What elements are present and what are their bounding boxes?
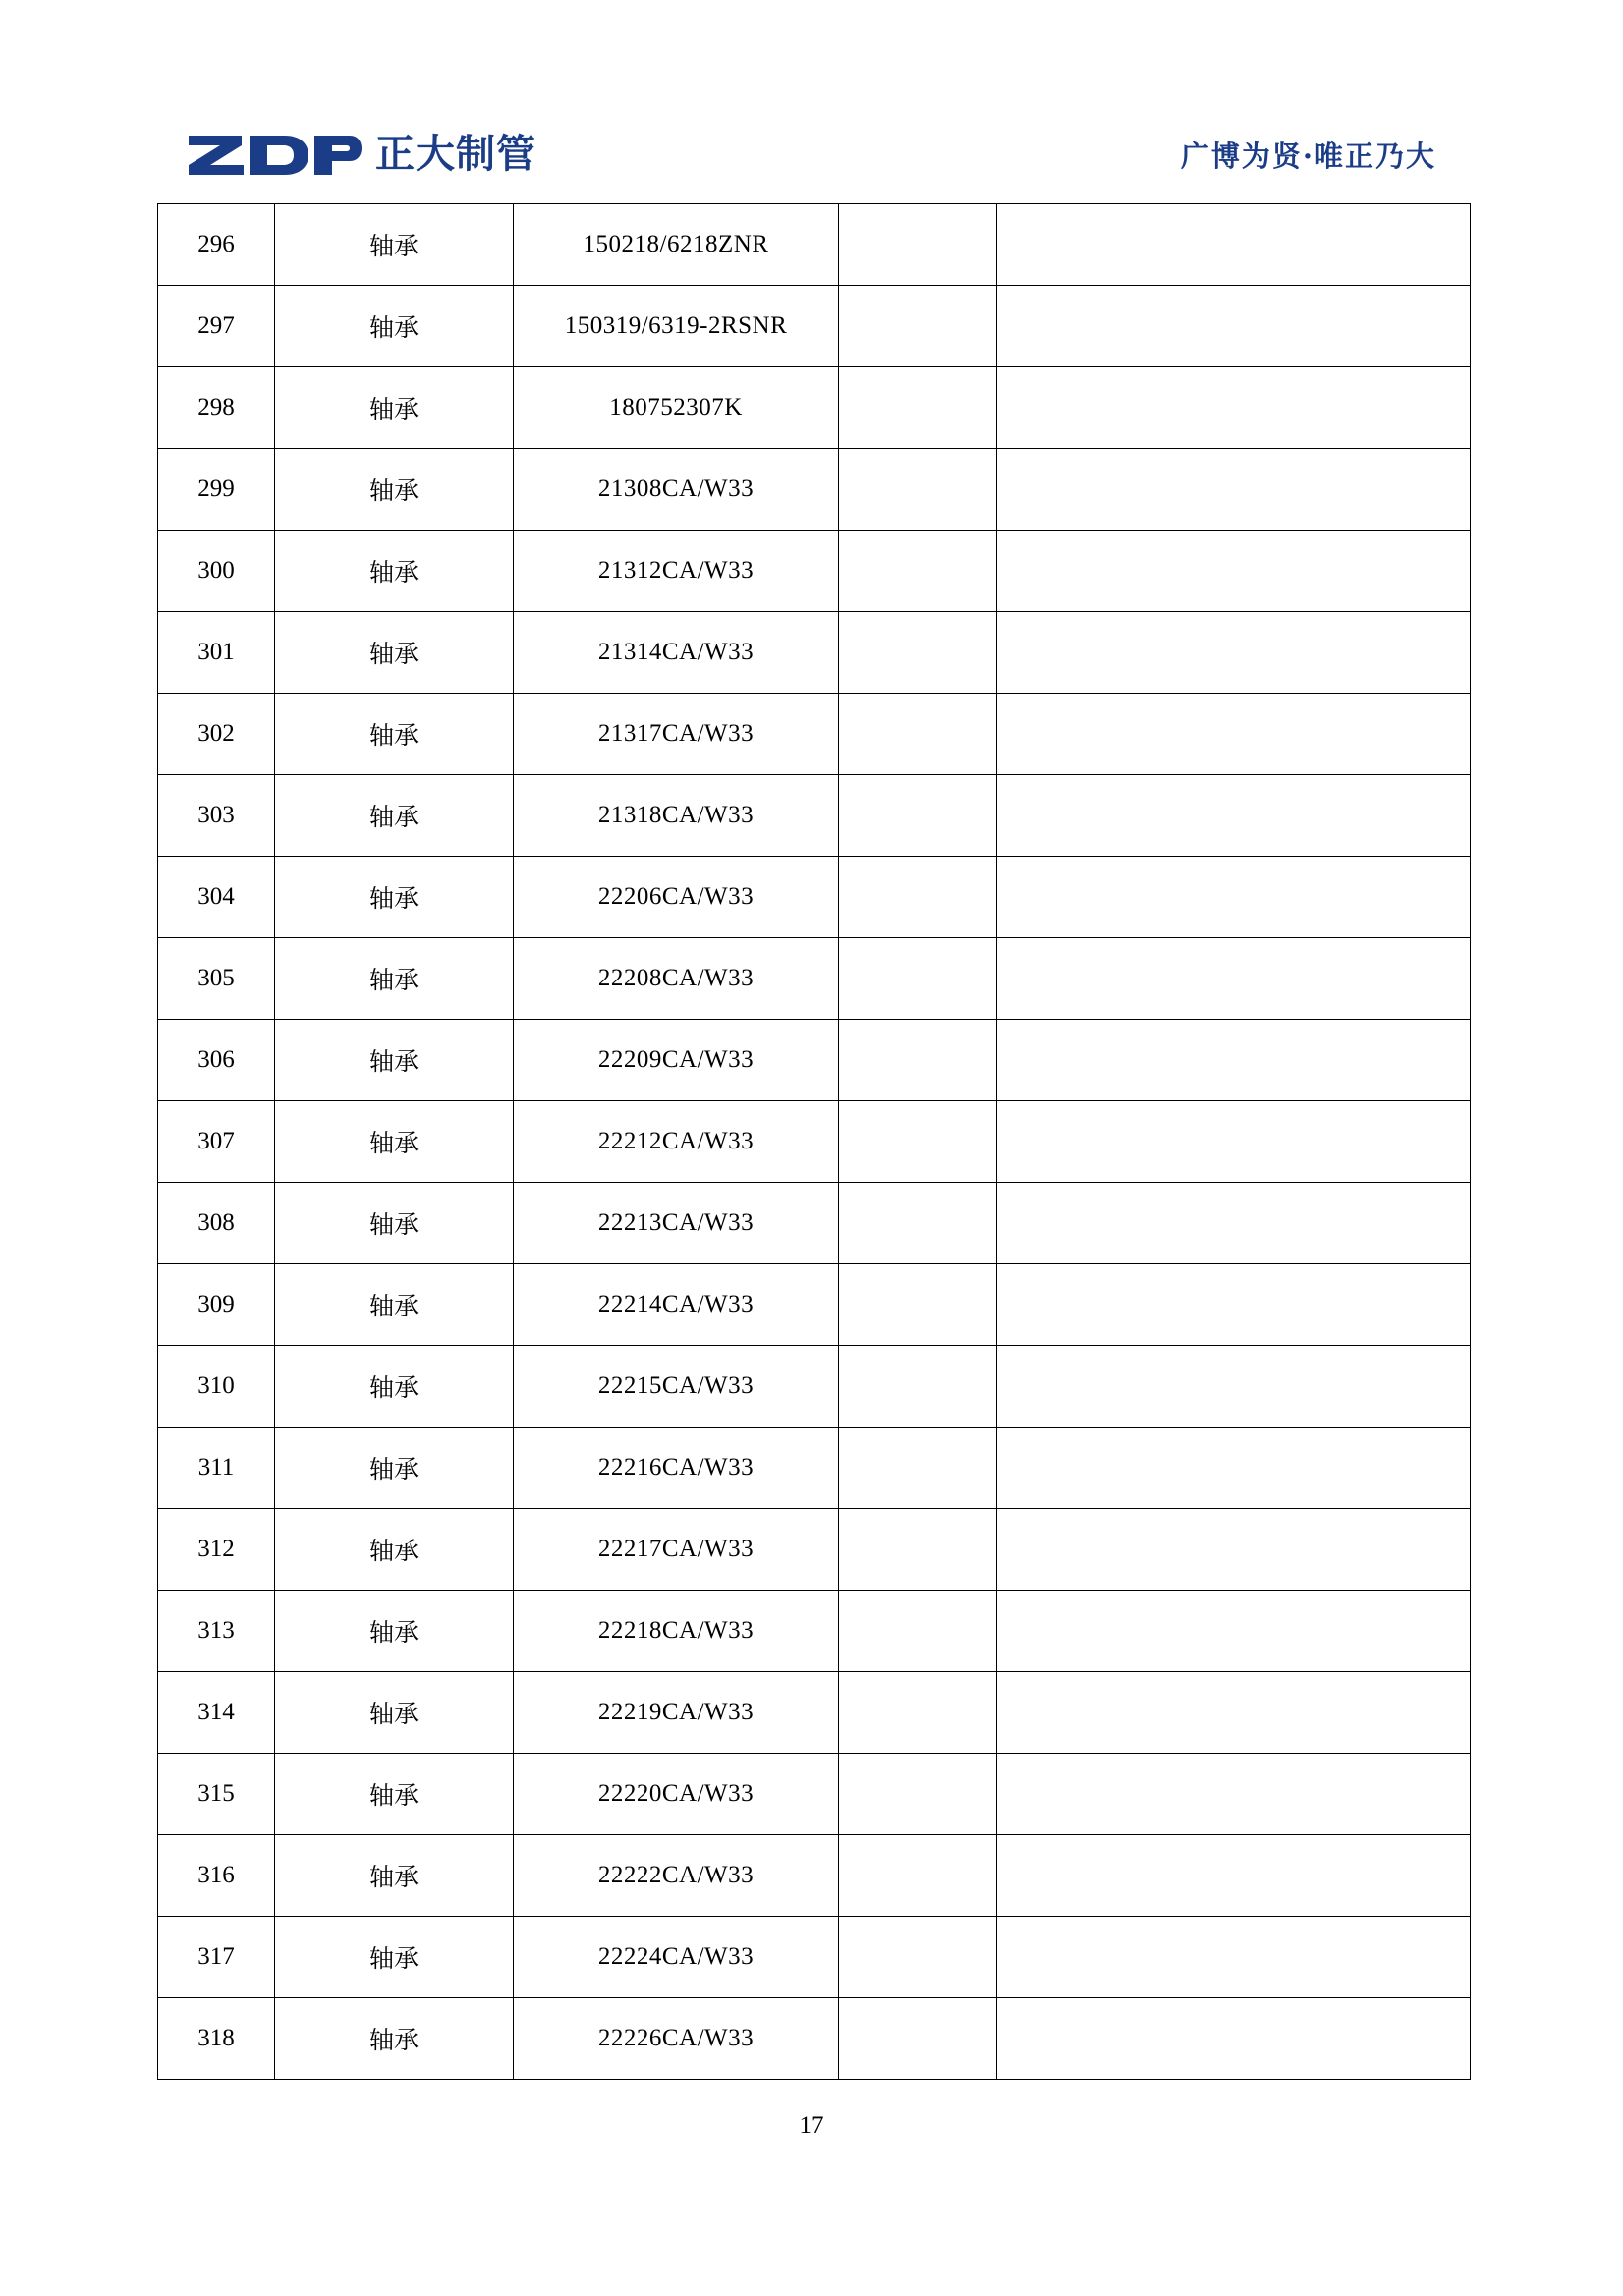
cell-blank-3 [1147, 286, 1471, 367]
cell-index: 303 [158, 775, 275, 857]
cell-index: 301 [158, 612, 275, 694]
cell-name: 轴承 [275, 1346, 514, 1428]
items-table-container [157, 203, 1464, 2080]
cell-model: 22226CA/W33 [514, 1998, 839, 2080]
cell-name: 轴承 [275, 1509, 514, 1591]
cell-model: 22216CA/W33 [514, 1428, 839, 1509]
cell-model: 150218/6218ZNR [514, 204, 839, 286]
cell-blank-2 [997, 449, 1147, 531]
cell-index: 306 [158, 1020, 275, 1101]
cell-blank-1 [839, 1917, 997, 1998]
cell-index: 298 [158, 367, 275, 449]
cell-blank-3 [1147, 1754, 1471, 1835]
table-row [158, 531, 1471, 612]
cell-name: 轴承 [275, 1591, 514, 1672]
cell-index: 310 [158, 1346, 275, 1428]
cell-blank-1 [839, 612, 997, 694]
cell-name: 轴承 [275, 286, 514, 367]
cell-model: 21308CA/W33 [514, 449, 839, 531]
cell-blank-2 [997, 775, 1147, 857]
cell-blank-3 [1147, 938, 1471, 1020]
table-row [158, 1509, 1471, 1591]
cell-name: 轴承 [275, 1672, 514, 1754]
table-row [158, 204, 1471, 286]
table-row [158, 1020, 1471, 1101]
cell-blank-2 [997, 1998, 1147, 2080]
page-footer [0, 2112, 1623, 2140]
cell-index: 309 [158, 1264, 275, 1346]
cell-blank-1 [839, 1591, 997, 1672]
cell-index: 304 [158, 857, 275, 938]
cell-index: 302 [158, 694, 275, 775]
table-row [158, 857, 1471, 938]
cell-blank-3 [1147, 1835, 1471, 1917]
cell-blank-1 [839, 1346, 997, 1428]
cell-model: 22206CA/W33 [514, 857, 839, 938]
cell-blank-1 [839, 1020, 997, 1101]
table-row [158, 1998, 1471, 2080]
cell-blank-3 [1147, 1101, 1471, 1183]
cell-blank-3 [1147, 857, 1471, 938]
table-row [158, 286, 1471, 367]
cell-blank-2 [997, 286, 1147, 367]
cell-name: 轴承 [275, 204, 514, 286]
cell-index: 308 [158, 1183, 275, 1264]
cell-blank-2 [997, 1428, 1147, 1509]
cell-name: 轴承 [275, 1020, 514, 1101]
cell-blank-3 [1147, 531, 1471, 612]
cell-name: 轴承 [275, 1264, 514, 1346]
table-row [158, 367, 1471, 449]
page-number: 17 [799, 2112, 824, 2139]
cell-blank-1 [839, 449, 997, 531]
cell-model: 22219CA/W33 [514, 1672, 839, 1754]
cell-model: 22217CA/W33 [514, 1509, 839, 1591]
cell-blank-3 [1147, 1020, 1471, 1101]
cell-blank-1 [839, 1264, 997, 1346]
cell-blank-1 [839, 367, 997, 449]
table-row [158, 1754, 1471, 1835]
cell-blank-3 [1147, 367, 1471, 449]
cell-blank-1 [839, 1754, 997, 1835]
cell-blank-3 [1147, 1917, 1471, 1998]
cell-name: 轴承 [275, 694, 514, 775]
cell-index: 305 [158, 938, 275, 1020]
table-row [158, 1264, 1471, 1346]
cell-model: 22214CA/W33 [514, 1264, 839, 1346]
cell-blank-2 [997, 612, 1147, 694]
company-slogan: 广博为贤·唯正乃大 [1180, 139, 1436, 173]
cell-name: 轴承 [275, 449, 514, 531]
cell-model: 22213CA/W33 [514, 1183, 839, 1264]
table-row [158, 1591, 1471, 1672]
cell-index: 300 [158, 531, 275, 612]
cell-blank-2 [997, 1591, 1147, 1672]
page-header [187, 120, 1436, 189]
cell-index: 297 [158, 286, 275, 367]
cell-blank-2 [997, 1183, 1147, 1264]
cell-index: 311 [158, 1428, 275, 1509]
cell-blank-3 [1147, 1672, 1471, 1754]
cell-blank-2 [997, 531, 1147, 612]
table-row [158, 1428, 1471, 1509]
company-name-cn: 正大制管 [375, 132, 536, 177]
cell-blank-2 [997, 1101, 1147, 1183]
cell-blank-2 [997, 694, 1147, 775]
cell-index: 318 [158, 1998, 275, 2080]
cell-index: 315 [158, 1754, 275, 1835]
cell-model: 21317CA/W33 [514, 694, 839, 775]
cell-name: 轴承 [275, 531, 514, 612]
table-row [158, 775, 1471, 857]
cell-name: 轴承 [275, 367, 514, 449]
cell-model: 22208CA/W33 [514, 938, 839, 1020]
table-row [158, 694, 1471, 775]
cell-index: 312 [158, 1509, 275, 1591]
cell-index: 296 [158, 204, 275, 286]
table-row [158, 1672, 1471, 1754]
cell-index: 317 [158, 1917, 275, 1998]
table-row [158, 1183, 1471, 1264]
cell-blank-1 [839, 938, 997, 1020]
cell-blank-2 [997, 1020, 1147, 1101]
cell-name: 轴承 [275, 1835, 514, 1917]
table-row [158, 612, 1471, 694]
cell-blank-1 [839, 1183, 997, 1264]
table-row [158, 1346, 1471, 1428]
cell-blank-2 [997, 938, 1147, 1020]
cell-blank-3 [1147, 1509, 1471, 1591]
table-row [158, 1101, 1471, 1183]
cell-blank-1 [839, 531, 997, 612]
cell-index: 313 [158, 1591, 275, 1672]
company-logo [187, 132, 536, 177]
cell-blank-3 [1147, 449, 1471, 531]
cell-name: 轴承 [275, 1101, 514, 1183]
table-row [158, 1835, 1471, 1917]
cell-index: 316 [158, 1835, 275, 1917]
cell-blank-1 [839, 775, 997, 857]
cell-blank-1 [839, 1509, 997, 1591]
cell-blank-1 [839, 1835, 997, 1917]
items-table [157, 203, 1471, 2080]
cell-model: 22209CA/W33 [514, 1020, 839, 1101]
cell-model: 21314CA/W33 [514, 612, 839, 694]
zdp-logo-icon [187, 132, 362, 177]
cell-blank-2 [997, 204, 1147, 286]
cell-blank-2 [997, 1672, 1147, 1754]
cell-name: 轴承 [275, 775, 514, 857]
cell-blank-2 [997, 1754, 1147, 1835]
cell-blank-3 [1147, 1591, 1471, 1672]
cell-name: 轴承 [275, 612, 514, 694]
cell-name: 轴承 [275, 938, 514, 1020]
cell-model: 22224CA/W33 [514, 1917, 839, 1998]
cell-blank-3 [1147, 1428, 1471, 1509]
cell-model: 21312CA/W33 [514, 531, 839, 612]
cell-blank-1 [839, 286, 997, 367]
cell-blank-1 [839, 857, 997, 938]
cell-blank-1 [839, 1998, 997, 2080]
cell-blank-1 [839, 1672, 997, 1754]
cell-index: 307 [158, 1101, 275, 1183]
cell-name: 轴承 [275, 857, 514, 938]
cell-blank-2 [997, 1264, 1147, 1346]
cell-blank-2 [997, 1917, 1147, 1998]
cell-model: 21318CA/W33 [514, 775, 839, 857]
items-table-body [158, 204, 1471, 2080]
cell-blank-3 [1147, 1183, 1471, 1264]
cell-blank-3 [1147, 1264, 1471, 1346]
cell-name: 轴承 [275, 1754, 514, 1835]
cell-name: 轴承 [275, 1998, 514, 2080]
cell-blank-3 [1147, 694, 1471, 775]
cell-model: 180752307K [514, 367, 839, 449]
cell-blank-2 [997, 1835, 1147, 1917]
table-row [158, 938, 1471, 1020]
cell-index: 299 [158, 449, 275, 531]
cell-model: 22212CA/W33 [514, 1101, 839, 1183]
cell-blank-3 [1147, 1346, 1471, 1428]
cell-blank-2 [997, 1509, 1147, 1591]
cell-blank-2 [997, 857, 1147, 938]
cell-blank-3 [1147, 775, 1471, 857]
cell-blank-2 [997, 1346, 1147, 1428]
cell-index: 314 [158, 1672, 275, 1754]
cell-blank-3 [1147, 204, 1471, 286]
table-row [158, 449, 1471, 531]
cell-model: 22215CA/W33 [514, 1346, 839, 1428]
cell-blank-3 [1147, 612, 1471, 694]
cell-name: 轴承 [275, 1428, 514, 1509]
cell-model: 22220CA/W33 [514, 1754, 839, 1835]
cell-blank-1 [839, 694, 997, 775]
cell-model: 22218CA/W33 [514, 1591, 839, 1672]
cell-model: 150319/6319-2RSNR [514, 286, 839, 367]
cell-blank-3 [1147, 1998, 1471, 2080]
cell-name: 轴承 [275, 1917, 514, 1998]
cell-blank-1 [839, 204, 997, 286]
cell-model: 22222CA/W33 [514, 1835, 839, 1917]
table-row [158, 1917, 1471, 1998]
cell-blank-1 [839, 1428, 997, 1509]
cell-blank-1 [839, 1101, 997, 1183]
cell-blank-2 [997, 367, 1147, 449]
cell-name: 轴承 [275, 1183, 514, 1264]
